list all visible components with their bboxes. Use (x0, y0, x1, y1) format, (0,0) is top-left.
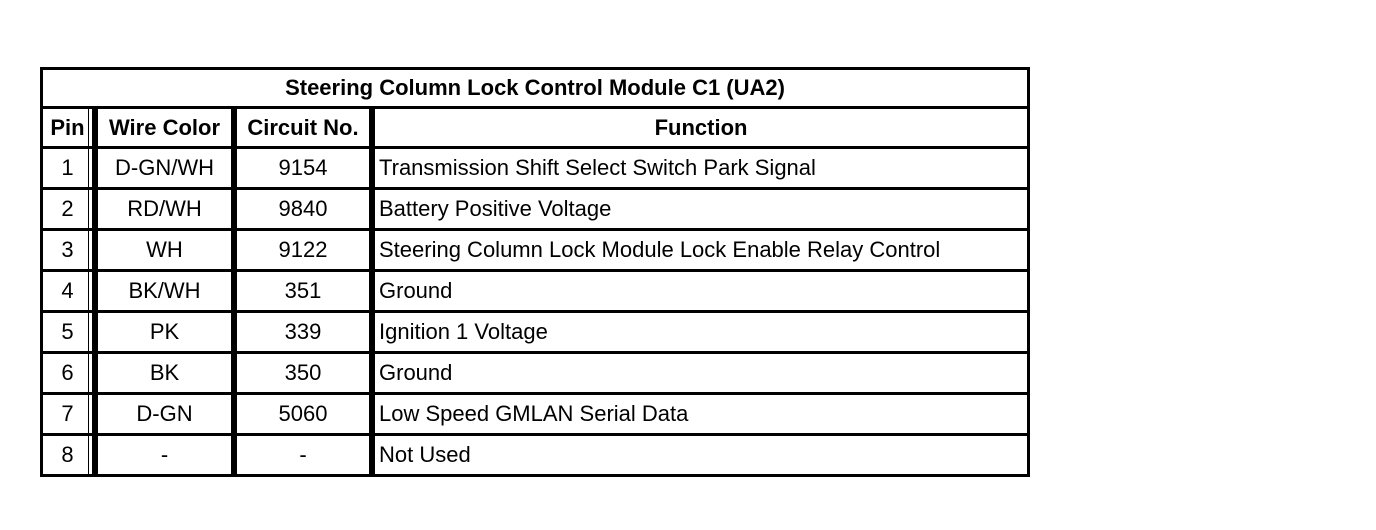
pin-cell: 6 (43, 354, 95, 395)
pinout-table-container (40, 67, 1024, 477)
wire-color-cell: - (95, 436, 234, 474)
circuit-cell: 9840 (234, 190, 372, 231)
circuit-cell: 9122 (234, 231, 372, 272)
wire-color-cell: WH (95, 231, 234, 272)
connector-pinout-table (40, 67, 1030, 477)
function-cell: Steering Column Lock Module Lock Enable Relay Control (372, 231, 1027, 272)
pin-cell: 1 (43, 149, 95, 190)
circuit-cell: - (234, 436, 372, 474)
pin-cell: 4 (43, 272, 95, 313)
pin-cell: 3 (43, 231, 95, 272)
pin-cell: 7 (43, 395, 95, 436)
table-row (43, 149, 1027, 190)
wire-color-cell: D-GN (95, 395, 234, 436)
circuit-cell: 5060 (234, 395, 372, 436)
wire-color-cell: BK (95, 354, 234, 395)
function-cell: Ground (372, 354, 1027, 395)
function-cell: Transmission Shift Select Switch Park Signal (372, 149, 1027, 190)
pin-cell: 5 (43, 313, 95, 354)
header-row (43, 109, 1027, 149)
wire-color-cell: PK (95, 313, 234, 354)
circuit-cell: 9154 (234, 149, 372, 190)
pin-cell: 8 (43, 436, 95, 474)
wire-color-cell: RD/WH (95, 190, 234, 231)
table-row (43, 190, 1027, 231)
circuit-cell: 350 (234, 354, 372, 395)
header-circuit-no: Circuit No. (234, 109, 372, 149)
pin-cell: 2 (43, 190, 95, 231)
header-wire-color: Wire Color (95, 109, 234, 149)
wire-color-cell: BK/WH (95, 272, 234, 313)
table-row (43, 313, 1027, 354)
circuit-cell: 351 (234, 272, 372, 313)
table-row (43, 231, 1027, 272)
function-cell: Ignition 1 Voltage (372, 313, 1027, 354)
function-cell: Battery Positive Voltage (372, 190, 1027, 231)
function-cell: Not Used (372, 436, 1027, 474)
wire-color-cell: D-GN/WH (95, 149, 234, 190)
table-row (43, 354, 1027, 395)
table-row (43, 436, 1027, 474)
table-row (43, 395, 1027, 436)
function-cell: Low Speed GMLAN Serial Data (372, 395, 1027, 436)
header-function: Function (372, 109, 1027, 149)
table-row (43, 272, 1027, 313)
circuit-cell: 339 (234, 313, 372, 354)
table-title: Steering Column Lock Control Module C1 (UA2) (43, 70, 1027, 109)
function-cell: Ground (372, 272, 1027, 313)
header-pin: Pin (43, 109, 95, 149)
